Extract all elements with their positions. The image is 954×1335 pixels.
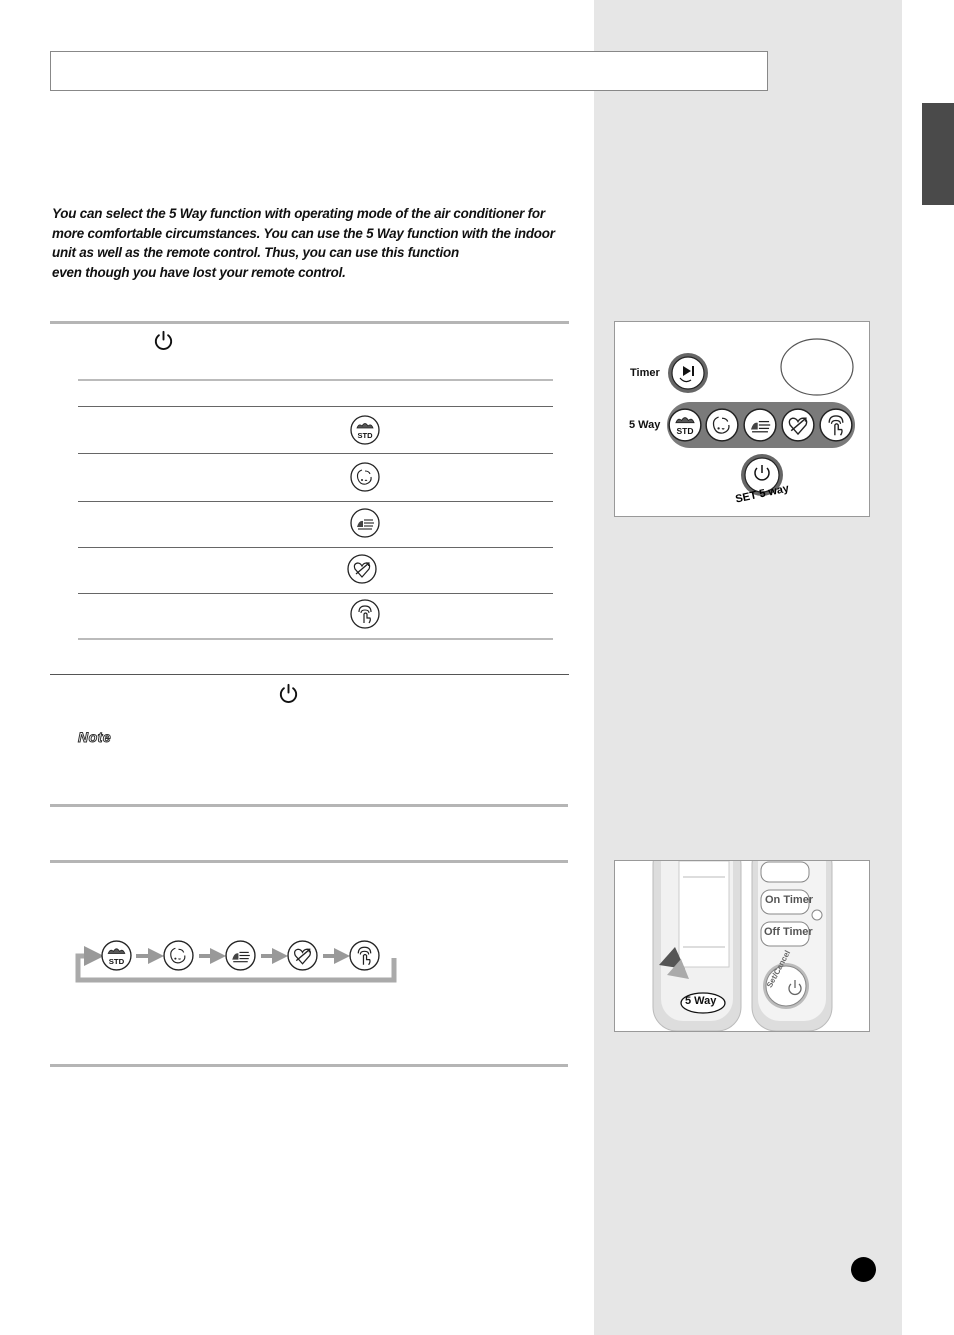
intro-line: You can select the 5 Way function with operating mode of the air conditioner for [52,206,545,221]
table-row-divider [78,501,553,502]
indoor-unit-panel [614,321,870,517]
table-row-divider [78,593,553,594]
heart-mode-icon [287,940,318,971]
hand-mode-icon [350,599,380,629]
power-icon [277,682,300,705]
set-cancel-button: Set/Cancel [765,948,793,990]
sleep-mode-icon [163,940,194,971]
remote-drawing [615,861,869,1031]
section-divider [50,321,569,324]
std-mode-icon [668,408,702,442]
heart-mode-icon [347,554,377,584]
set-five-way-label: SET 5 way [734,482,791,506]
hand-mode-icon [819,408,853,442]
sleep-mode-icon [350,462,380,492]
sidebar-panel [594,0,902,1335]
hand-mode-icon [349,940,380,971]
section-divider [50,860,568,863]
wind-mode-icon [225,940,256,971]
intro-paragraph [52,204,572,282]
intro-line: unit as well as the remote control. Thus, you can use this function [52,245,459,261]
table-top-rule [78,379,553,381]
page-number-dot [851,1257,876,1282]
table-row-divider [78,406,553,407]
section-divider [50,804,568,807]
five-way-label: 5 Way [629,419,661,431]
std-mode-icon [350,415,380,445]
intro-line: even though you have lost your remote control. [52,264,346,280]
section-divider [50,674,569,675]
on-timer-button: On Timer [765,894,814,906]
chapter-tab [922,103,954,205]
heart-mode-icon [781,408,815,442]
section-divider [50,1064,568,1067]
wind-mode-icon [350,508,380,538]
off-timer-button: Off Timer [764,926,813,938]
remote-control-panel [614,860,870,1032]
intro-line: more comfortable circumstances. You can use the 5 Way function with the indoor [52,225,555,241]
power-icon [152,329,175,352]
note-label: Note [78,729,112,745]
sleep-mode-icon [705,408,739,442]
timer-label: Timer [630,367,660,379]
table-bottom-rule [78,638,553,640]
wind-mode-icon [743,408,777,442]
table-row-divider [78,453,553,454]
std-mode-icon [101,940,132,971]
section-title-box [50,51,768,91]
table-row-divider [78,547,553,548]
five-way-button-label: 5 Way [685,995,717,1007]
